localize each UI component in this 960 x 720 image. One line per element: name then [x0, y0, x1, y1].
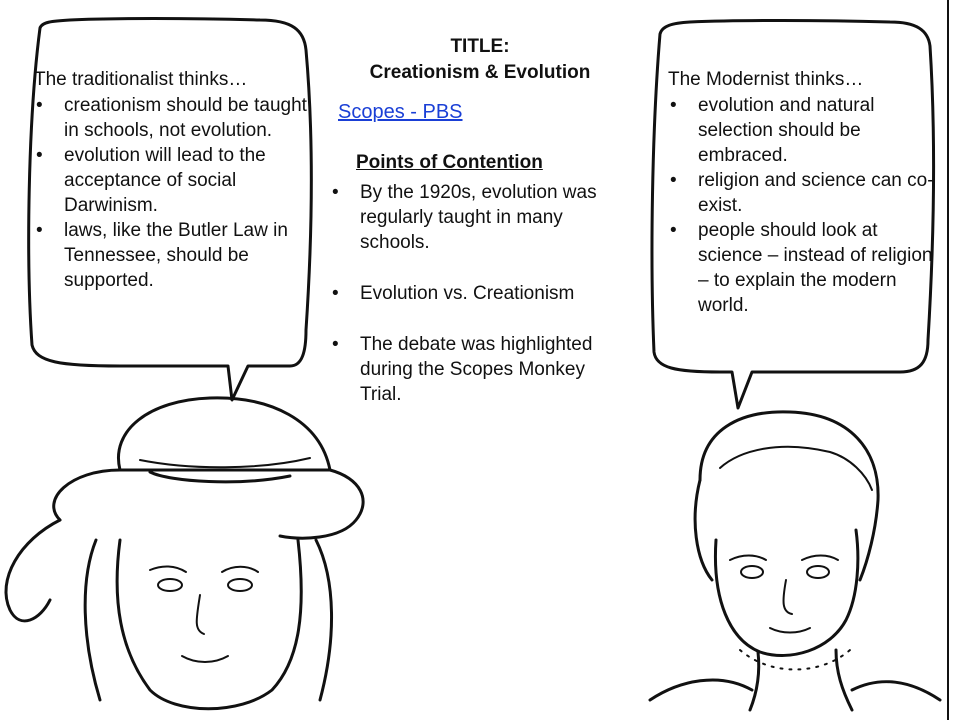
page-title: [330, 34, 630, 86]
modernist-point: • people should look at science – instead of religion – to explain the modern world.: [668, 218, 943, 318]
modernist-point: • religion and science can co-exist.: [668, 168, 943, 218]
title-topic: Creationism & Evolution: [369, 62, 591, 83]
modernist-point: • evolution and natural selection should be embraced.: [668, 93, 943, 168]
points-of-contention-list: [330, 180, 620, 407]
traditionalist-point: • evolution will lead to the acceptance of social Darwinism.: [34, 143, 324, 218]
traditionalist-point: • creationism should be taught in schools, not evolution.: [34, 93, 324, 143]
modernist-bubble-text: [668, 67, 943, 318]
scopes-pbs-link[interactable]: Scopes - PBS: [338, 101, 463, 123]
traditionalist-bubble-text: [34, 67, 324, 293]
necklace: [740, 650, 850, 670]
modernist-woman-drawing: [650, 412, 940, 710]
traditionalist-lead: The traditionalist thinks…: [34, 69, 248, 90]
points-of-contention-heading: Points of Contention: [356, 152, 543, 173]
traditionalist-point: • laws, like the Butler Law in Tennessee, should be supported.: [34, 218, 324, 293]
contention-point: • Evolution vs. Creationism: [330, 281, 620, 306]
modernist-lead: The Modernist thinks…: [668, 69, 864, 90]
title-label: TITLE:: [450, 36, 510, 57]
contention-point: • By the 1920s, evolution was regularly taught in many schools.: [330, 180, 620, 255]
contention-point: • The debate was highlighted during the Scopes Monkey Trial.: [330, 332, 620, 407]
traditionalist-woman-drawing: [6, 398, 363, 709]
